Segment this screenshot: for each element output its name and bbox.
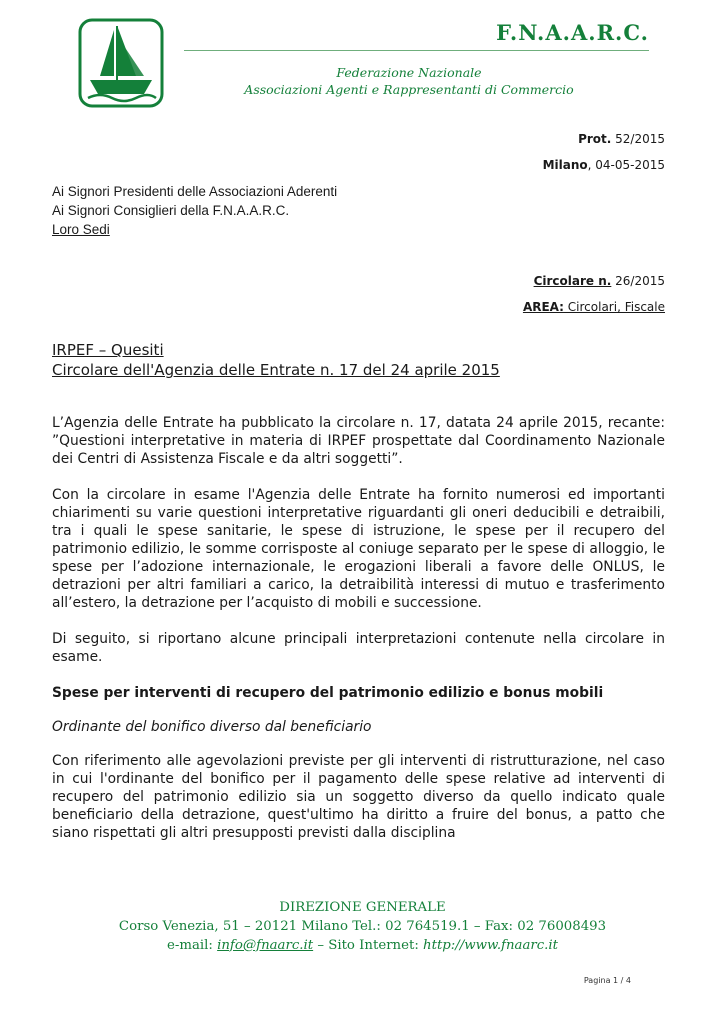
protocol-value: 52/2015 [611, 132, 665, 146]
organization-subtitle-line-1: Federazione Nazionale [336, 65, 482, 80]
recipient-line: Ai Signori Consiglieri della F.N.A.A.R.C. [52, 203, 290, 218]
organization-subtitle [184, 64, 634, 98]
organization-subtitle-line-2: Associazioni Agenti e Rappresentanti di Commercio [244, 82, 574, 97]
site-label: – Sito Internet: [313, 938, 424, 953]
place-date-line [543, 158, 665, 172]
protocol-line [578, 132, 665, 146]
subject-line-2: Circolare dell'Agenzia delle Entrate n. 17 del 24 aprile 2015 [52, 361, 500, 379]
section-heading: Spese per interventi di recupero del patrimonio edilizio e bonus mobili [52, 685, 604, 701]
email-label: e-mail: [166, 938, 218, 953]
circolare-line [534, 274, 665, 288]
footer-title: DIREZIONE GENERALE [279, 900, 446, 915]
fnaarc-logo [78, 18, 164, 108]
body-paragraph: Di seguito, si riportano alcune principali interpretazioni contenute nella circolare in esame. [52, 631, 665, 665]
circolare-label: Circolare n. [533, 274, 612, 288]
area-line [523, 300, 665, 314]
email-link[interactable]: info@fnaarc.it [217, 938, 314, 953]
body-paragraph: Con riferimento alle agevolazioni previste per gli interventi di ristrutturazione, nel caso in cui l'ordinante del bonifico per il pagamento delle spese relative ad interventi di recupero del patrimonio edilizio sia un soggetto diverso da quello indicato quale beneficiario della detrazione, quest'ultimo ha diritto a fruire del bonus, a patto che siano rispettati gli altri presupposti previsti dalla disciplina [52, 753, 665, 841]
protocol-label: Prot. [578, 132, 612, 146]
date-value: , 04-05-2015 [587, 158, 665, 172]
footer-contacts [110, 936, 615, 955]
organization-name: F.N.A.A.R.C. [496, 20, 649, 45]
recipient-line: Loro Sedi [52, 222, 110, 237]
area-label: AREA: [522, 300, 564, 314]
website-link[interactable]: http://www.fnaarc.it [423, 938, 559, 953]
subject-line-1: IRPEF – Quesiti [52, 341, 164, 359]
document-body [52, 414, 665, 860]
subject-block [52, 340, 500, 380]
circolare-value: 26/2015 [611, 274, 665, 288]
recipients-block [52, 182, 337, 239]
footer [110, 898, 615, 955]
subsection-heading: Ordinante del bonifico diverso dal beneficiario [52, 719, 372, 735]
footer-address: Corso Venezia, 51 – 20121 Milano Tel.: 02 764519.1 – Fax: 02 76008493 [118, 919, 607, 934]
page-number: Pagina 1 / 4 [583, 976, 631, 985]
body-paragraph: L’Agenzia delle Entrate ha pubblicato la circolare n. 17, datata 24 aprile 2015, recante: ”Questioni interpretative in materia di IRPEF prospettate dal Coordinamento Nazionale dei Centri di Assistenza Fiscale e da altri soggetti”. [52, 415, 665, 467]
recipient-line: Ai Signori Presidenti delle Associazioni Aderenti [52, 184, 338, 199]
place-label: Milano [542, 158, 588, 172]
body-paragraph: Con la circolare in esame l'Agenzia delle Entrate ha fornito numerosi ed importanti chiarimenti su varie questioni interpretative riguardanti gli oneri deducibili e detraibili, tra i quali le spese sanitarie, le spese di istruzione, le spese per il recupero del patrimonio edilizio, le somme corrisposte al coniuge separato per le spese di alloggio, le spese per l’adozione internazionale, le erogazioni liberali a favore delle ONLUS, le detrazioni per altri familiari a carico, la detraibilità interessi di mutuo e trasferimento all’estero, la detrazione per l’acquisto di mobili e successione. [52, 487, 665, 611]
header-divider [184, 50, 649, 51]
area-value: Circolari, Fiscale [563, 300, 665, 314]
